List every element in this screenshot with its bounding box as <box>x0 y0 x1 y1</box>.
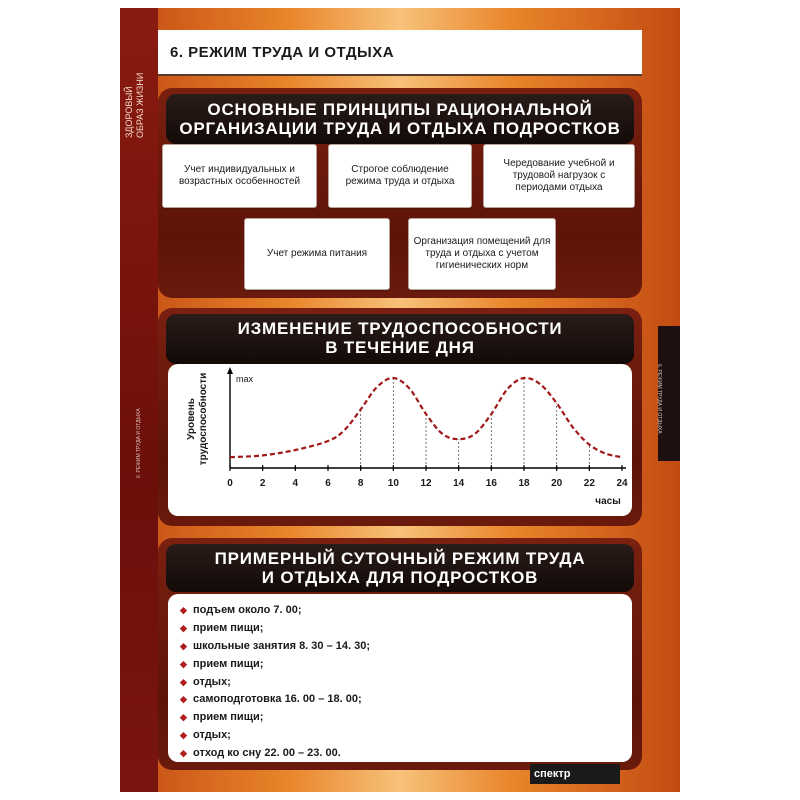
schedule-item <box>180 691 620 709</box>
y-tick-label: max <box>236 374 254 384</box>
x-axis-label: часы <box>595 496 621 507</box>
y-axis-label-word: Уровень <box>186 398 197 440</box>
bullet-icon: ◆ <box>180 729 187 740</box>
left-strip <box>120 8 158 792</box>
schedule-item <box>180 727 620 745</box>
schedule-item <box>180 655 620 673</box>
bullet-icon: ◆ <box>180 605 187 616</box>
bullet-icon: ◆ <box>180 747 187 758</box>
principle-box: Учет индивидуальных и возрастных особенностей <box>162 144 317 208</box>
y-axis-label-word: трудоспособности <box>198 372 209 466</box>
performance-title-line2: В ТЕЧЕНИЕ ДНЯ <box>325 338 475 357</box>
schedule-heading <box>166 544 634 592</box>
principle-box: Организация помещений для труда и отдыха с учетом гигиенических норм <box>408 218 556 290</box>
bullet-icon: ◆ <box>180 658 187 669</box>
schedule-item-text: отход ко сну 22. 00 – 23. 00. <box>193 746 341 759</box>
schedule-item <box>180 744 620 762</box>
publisher-logo: спектр <box>530 764 620 784</box>
bullet-icon: ◆ <box>180 676 187 687</box>
x-tick-label: 2 <box>259 478 266 489</box>
x-tick-label: 10 <box>387 478 399 489</box>
bullet-icon: ◆ <box>180 623 187 634</box>
schedule-item <box>180 620 620 638</box>
principles-panel <box>158 88 642 298</box>
principle-box: Чередование учебной и трудовой нагрузок с периодами отдыха <box>483 144 635 208</box>
performance-curve <box>230 378 622 457</box>
side-small-right: 6. РЕЖИМ ТРУДА И ОТДЫХА <box>656 364 662 434</box>
schedule-item-text: прием пищи; <box>193 711 264 724</box>
x-tick-label: 14 <box>453 478 465 489</box>
x-tick-label: 16 <box>485 478 497 489</box>
bullet-icon: ◆ <box>180 694 187 705</box>
x-tick-label: 8 <box>357 478 364 489</box>
schedule-item-text: прием пищи; <box>193 622 264 635</box>
schedule-item <box>180 638 620 656</box>
x-tick-label: 22 <box>583 478 595 489</box>
left-strip-line2: ОБРАЗ ЖИЗНИ <box>135 72 145 138</box>
performance-title-line1: ИЗМЕНЕНИЕ ТРУДОСПОСОБНОСТИ <box>237 319 563 338</box>
principles-heading <box>166 94 634 144</box>
schedule-item-text: отдых; <box>193 728 231 741</box>
performance-panel <box>158 308 642 526</box>
x-tick-label: 4 <box>292 478 299 489</box>
poster <box>120 8 680 792</box>
bullet-icon: ◆ <box>180 712 187 723</box>
x-tick-label: 6 <box>325 478 331 489</box>
x-tick-label: 12 <box>420 478 432 489</box>
performance-chart <box>168 364 632 516</box>
schedule-item-text: прием пищи; <box>193 657 264 670</box>
schedule-item-text: отдых; <box>193 675 231 688</box>
schedule-panel <box>158 538 642 770</box>
y-axis-label <box>186 373 209 466</box>
x-tick-label: 0 <box>227 478 233 489</box>
schedule-item-text: самоподготовка 16. 00 – 18. 00; <box>193 693 362 706</box>
left-strip-line1: ЗДОРОВЫЙ <box>124 86 134 138</box>
schedule-title-line1: ПРИМЕРНЫЙ СУТОЧНЫЙ РЕЖИМ ТРУДА <box>214 549 586 568</box>
schedule-list <box>168 594 632 762</box>
schedule-title-line2: И ОТДЫХА ДЛЯ ПОДРОСТКОВ <box>261 568 539 587</box>
x-tick-label: 20 <box>551 478 563 489</box>
principle-box: Строгое соблюдение режима труда и отдыха <box>328 144 472 208</box>
side-small-left: 6. РЕЖИМ ТРУДА И ОТДЫХА <box>136 408 142 478</box>
y-axis-arrow <box>227 367 233 374</box>
schedule-item <box>180 602 620 620</box>
performance-chart-svg <box>168 364 632 516</box>
principles-title-line1: ОСНОВНЫЕ ПРИНЦИПЫ РАЦИОНАЛЬНОЙ <box>207 100 593 119</box>
page-title: 6. РЕЖИМ ТРУДА И ОТДЫХА <box>170 44 395 61</box>
bullet-icon: ◆ <box>180 640 187 651</box>
x-tick-label: 24 <box>616 478 628 489</box>
principles-title-line2: ОРГАНИЗАЦИИ ТРУДА И ОТДЫХА ПОДРОСТКОВ <box>179 119 621 138</box>
schedule-item <box>180 673 620 691</box>
x-tick-label: 18 <box>518 478 530 489</box>
page-header <box>158 30 642 76</box>
schedule-item <box>180 709 620 727</box>
schedule-item-text: школьные занятия 8. 30 – 14. 30; <box>193 639 371 652</box>
performance-heading <box>166 314 634 364</box>
schedule-item-text: подъем около 7. 00; <box>193 604 302 617</box>
principle-box: Учет режима питания <box>244 218 390 290</box>
